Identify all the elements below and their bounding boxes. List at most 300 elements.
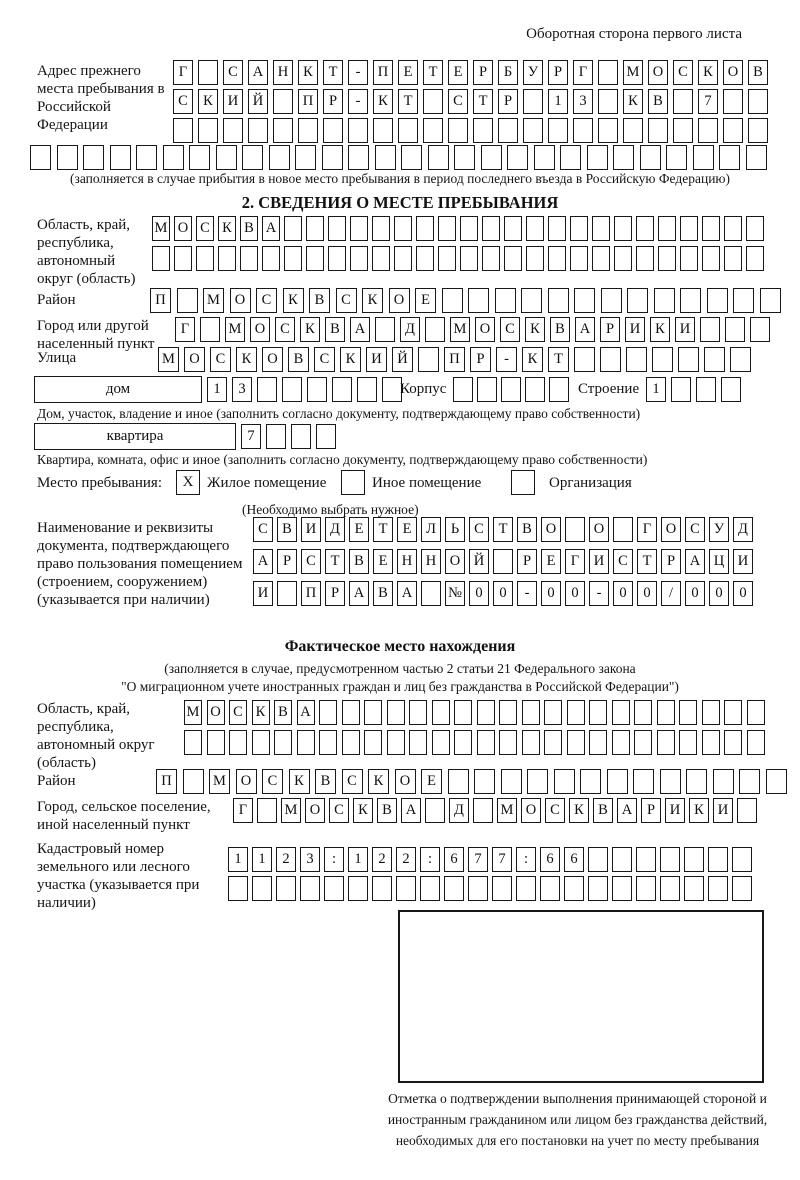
char-cell	[660, 876, 680, 901]
char-cell: К	[362, 288, 383, 313]
char-cell: С	[342, 769, 363, 794]
char-cell: О	[661, 517, 681, 542]
char-cell	[658, 246, 676, 271]
char-cell: Ц	[709, 549, 729, 574]
inoe-label: Иное помещение	[372, 475, 482, 491]
char-cell	[252, 876, 272, 901]
char-cell: С	[301, 549, 321, 574]
char-cell: К	[373, 89, 393, 114]
char-cell	[423, 118, 443, 143]
char-cell	[474, 769, 495, 794]
char-cell: Г	[573, 60, 593, 85]
char-cell	[421, 581, 441, 606]
char-cell	[364, 700, 382, 725]
char-cell: Т	[493, 517, 513, 542]
char-cell: А	[575, 317, 595, 342]
char-cell	[501, 769, 522, 794]
char-cell: 1	[646, 377, 666, 402]
char-cell: В	[373, 581, 393, 606]
doc-row-3	[253, 581, 753, 606]
char-cell	[372, 216, 390, 241]
char-cell	[401, 145, 422, 170]
char-cell: В	[325, 317, 345, 342]
char-cell	[398, 118, 418, 143]
char-cell: С	[210, 347, 231, 372]
checkbox-organizatsiya	[511, 470, 535, 495]
char-cell	[284, 246, 302, 271]
char-cell: И	[253, 581, 273, 606]
oblast-row-1	[152, 216, 764, 241]
char-cell	[409, 700, 427, 725]
char-cell: И	[675, 317, 695, 342]
char-cell	[704, 347, 725, 372]
char-cell: 6	[540, 847, 560, 872]
char-cell	[747, 700, 765, 725]
char-cell: В	[748, 60, 768, 85]
char-cell	[252, 730, 270, 755]
char-cell	[613, 517, 633, 542]
char-cell: М	[225, 317, 245, 342]
char-cell: А	[248, 60, 268, 85]
char-cell	[372, 246, 390, 271]
char-cell	[482, 216, 500, 241]
char-cell: С	[685, 517, 705, 542]
char-cell: 0	[541, 581, 561, 606]
prev-address-note: (заполняется в случае прибытия в новое место пребывания в период последнего въезда в Российскую Федерацию)	[69, 171, 731, 186]
char-cell	[612, 700, 630, 725]
prev-address-label: Адрес прежнего места пребывания в Российской Федерации	[37, 63, 165, 133]
char-cell	[348, 118, 368, 143]
char-cell: А	[397, 581, 417, 606]
char-cell	[680, 246, 698, 271]
char-cell: Б	[498, 60, 518, 85]
char-cell	[498, 118, 518, 143]
kadastr-row-2	[228, 876, 752, 901]
char-cell	[702, 246, 720, 271]
char-cell	[499, 700, 517, 725]
char-cell	[442, 288, 463, 313]
char-cell: М	[209, 769, 230, 794]
char-cell: Р	[517, 549, 537, 574]
char-cell	[748, 89, 768, 114]
char-cell	[719, 145, 740, 170]
char-cell: :	[516, 847, 536, 872]
char-cell: Г	[173, 60, 193, 85]
char-cell	[521, 288, 542, 313]
char-cell: И	[301, 517, 321, 542]
char-cell	[274, 730, 292, 755]
char-cell	[614, 246, 632, 271]
char-cell	[680, 216, 698, 241]
char-cell: П	[444, 347, 465, 372]
char-cell	[428, 145, 449, 170]
char-cell: П	[373, 60, 393, 85]
char-cell: В	[593, 798, 613, 823]
char-cell: 1	[548, 89, 568, 114]
char-cell: С	[262, 769, 283, 794]
char-cell: А	[350, 317, 370, 342]
char-cell: Е	[421, 769, 442, 794]
char-cell: И	[223, 89, 243, 114]
char-cell	[660, 847, 680, 872]
char-cell	[587, 145, 608, 170]
char-cell	[588, 847, 608, 872]
char-cell	[198, 118, 218, 143]
char-cell: С	[448, 89, 468, 114]
char-cell	[482, 246, 500, 271]
char-cell	[527, 769, 548, 794]
char-cell	[425, 317, 445, 342]
char-cell	[600, 347, 621, 372]
char-cell	[394, 216, 412, 241]
char-cell	[702, 216, 720, 241]
char-cell	[396, 876, 416, 901]
raion-label: Район	[37, 292, 76, 308]
kvartira-box: квартира	[34, 423, 236, 450]
char-cell	[218, 246, 236, 271]
char-cell: К	[340, 347, 361, 372]
char-cell: О	[541, 517, 561, 542]
char-cell	[589, 730, 607, 755]
char-cell	[163, 145, 184, 170]
char-cell	[306, 246, 324, 271]
char-cell	[580, 769, 601, 794]
char-cell: Г	[175, 317, 195, 342]
char-cell	[724, 730, 742, 755]
char-cell: С	[469, 517, 489, 542]
fact-oblast-label: Область, край, республика, автономный округ (область)	[37, 701, 155, 771]
char-cell: Е	[397, 517, 417, 542]
char-cell: О	[389, 288, 410, 313]
char-cell	[739, 769, 760, 794]
char-cell	[477, 700, 495, 725]
char-cell	[696, 377, 716, 402]
char-cell: Л	[421, 517, 441, 542]
char-cell	[284, 216, 302, 241]
char-cell: 2	[276, 847, 296, 872]
char-cell: У	[709, 517, 729, 542]
char-cell: Н	[397, 549, 417, 574]
zhiloe-label: Жилое помещение	[207, 475, 327, 491]
char-cell	[177, 288, 198, 313]
char-cell	[724, 700, 742, 725]
stroenie-row	[646, 377, 741, 402]
char-cell	[382, 377, 402, 402]
char-cell: С	[229, 700, 247, 725]
char-cell	[291, 424, 311, 449]
char-cell: :	[420, 847, 440, 872]
char-cell: Р	[548, 60, 568, 85]
char-cell	[730, 347, 751, 372]
char-cell: Е	[398, 60, 418, 85]
char-cell	[495, 288, 516, 313]
char-cell: Т	[423, 60, 443, 85]
char-cell	[229, 730, 247, 755]
char-cell	[453, 377, 473, 402]
char-cell	[673, 118, 693, 143]
char-cell: 6	[564, 847, 584, 872]
char-cell	[357, 377, 377, 402]
char-cell	[700, 317, 720, 342]
fact-note-1: (заполняется в случае, предусмотренном частью 2 статьи 21 Федерального закона	[164, 661, 636, 676]
raion-row	[150, 288, 781, 313]
char-cell	[680, 288, 701, 313]
char-cell	[277, 581, 297, 606]
ulitsa-row	[158, 347, 751, 372]
char-cell	[724, 216, 742, 241]
char-cell: В	[274, 700, 292, 725]
char-cell	[83, 145, 104, 170]
char-cell: К	[689, 798, 709, 823]
section2-title: 2. СВЕДЕНИЯ О МЕСТЕ ПРЕБЫВАНИЯ	[241, 193, 559, 212]
char-cell	[686, 769, 707, 794]
char-cell	[432, 700, 450, 725]
char-cell: К	[298, 60, 318, 85]
fact-oblast-row-2	[184, 730, 765, 755]
char-cell	[598, 118, 618, 143]
char-cell	[507, 145, 528, 170]
char-cell	[702, 700, 720, 725]
char-cell: О	[648, 60, 668, 85]
char-cell: -	[517, 581, 537, 606]
char-cell: 0	[637, 581, 657, 606]
char-cell: Р	[325, 581, 345, 606]
char-cell: В	[377, 798, 397, 823]
char-cell: О	[174, 216, 192, 241]
char-cell	[702, 730, 720, 755]
korpus-label: Корпус	[400, 381, 447, 397]
char-cell: Ь	[445, 517, 465, 542]
fact-gorod-label: Город, сельское поселение, иной населенный пункт	[37, 799, 211, 833]
char-cell: Т	[473, 89, 493, 114]
char-cell: М	[281, 798, 301, 823]
char-cell	[684, 847, 704, 872]
char-cell	[589, 700, 607, 725]
char-cell: :	[324, 847, 344, 872]
char-cell	[737, 798, 757, 823]
char-cell: 1	[348, 847, 368, 872]
char-cell	[282, 377, 302, 402]
char-cell	[266, 424, 286, 449]
char-cell	[534, 145, 555, 170]
char-cell: О	[723, 60, 743, 85]
char-cell: Р	[470, 347, 491, 372]
char-cell	[567, 700, 585, 725]
char-cell	[468, 288, 489, 313]
char-cell: Р	[661, 549, 681, 574]
char-cell	[725, 317, 745, 342]
char-cell: К	[368, 769, 389, 794]
char-cell	[207, 730, 225, 755]
char-cell	[746, 246, 764, 271]
char-cell	[560, 145, 581, 170]
char-cell: 6	[444, 847, 464, 872]
char-cell: /	[661, 581, 681, 606]
char-cell	[564, 876, 584, 901]
char-cell	[522, 730, 540, 755]
char-cell	[110, 145, 131, 170]
char-cell	[526, 246, 544, 271]
gorod-label: Город или другой населенный пункт	[37, 318, 155, 352]
char-cell: С	[223, 60, 243, 85]
char-cell	[173, 118, 193, 143]
char-cell	[454, 730, 472, 755]
char-cell: Т	[323, 60, 343, 85]
char-cell	[723, 89, 743, 114]
char-cell: П	[156, 769, 177, 794]
char-cell	[257, 377, 277, 402]
char-cell	[372, 876, 392, 901]
char-cell	[612, 847, 632, 872]
char-cell: 0	[709, 581, 729, 606]
char-cell	[425, 798, 445, 823]
char-cell: О	[395, 769, 416, 794]
char-cell	[733, 288, 754, 313]
char-cell	[295, 145, 316, 170]
char-cell	[493, 549, 513, 574]
char-cell: А	[685, 549, 705, 574]
char-cell: 0	[613, 581, 633, 606]
char-cell: Г	[233, 798, 253, 823]
char-cell: Е	[373, 549, 393, 574]
char-cell	[567, 730, 585, 755]
char-cell: В	[648, 89, 668, 114]
char-cell: А	[617, 798, 637, 823]
char-cell	[438, 246, 456, 271]
char-cell: Р	[600, 317, 620, 342]
char-cell: У	[523, 60, 543, 85]
char-cell	[276, 876, 296, 901]
char-cell	[598, 89, 618, 114]
char-cell	[671, 377, 691, 402]
char-cell: Н	[273, 60, 293, 85]
char-cell: И	[625, 317, 645, 342]
place-type-label: Место пребывания:	[37, 475, 162, 491]
char-cell	[526, 216, 544, 241]
korpus-row	[453, 377, 569, 402]
char-cell	[707, 288, 728, 313]
char-cell	[473, 798, 493, 823]
char-cell: О	[262, 347, 283, 372]
char-cell: С	[673, 60, 693, 85]
char-cell: 0	[469, 581, 489, 606]
fact-gorod-row	[233, 798, 757, 823]
char-cell	[416, 216, 434, 241]
char-cell: В	[240, 216, 258, 241]
char-cell: С	[196, 216, 214, 241]
char-cell: Т	[637, 549, 657, 574]
char-cell	[732, 847, 752, 872]
char-cell: К	[623, 89, 643, 114]
char-cell: К	[218, 216, 236, 241]
char-cell	[522, 700, 540, 725]
char-cell	[713, 769, 734, 794]
char-cell	[613, 145, 634, 170]
char-cell: С	[314, 347, 335, 372]
char-cell	[623, 118, 643, 143]
char-cell	[448, 769, 469, 794]
prev-address-row-4	[30, 145, 767, 170]
char-cell	[364, 730, 382, 755]
char-cell	[544, 730, 562, 755]
char-cell	[636, 246, 654, 271]
char-cell	[223, 118, 243, 143]
char-cell	[601, 288, 622, 313]
char-cell: В	[309, 288, 330, 313]
dom-box: дом	[34, 376, 202, 403]
char-cell: Е	[415, 288, 436, 313]
char-cell: Н	[421, 549, 441, 574]
char-cell: В	[315, 769, 336, 794]
char-cell: №	[445, 581, 465, 606]
char-cell: Е	[448, 60, 468, 85]
char-cell: 7	[468, 847, 488, 872]
char-cell	[634, 700, 652, 725]
char-cell: 0	[493, 581, 513, 606]
char-cell	[348, 876, 368, 901]
char-cell	[499, 730, 517, 755]
char-cell: К	[283, 288, 304, 313]
char-cell: К	[569, 798, 589, 823]
char-cell: А	[297, 700, 315, 725]
char-cell	[196, 246, 214, 271]
char-cell	[332, 377, 352, 402]
char-cell: 3	[573, 89, 593, 114]
char-cell	[448, 118, 468, 143]
char-cell: М	[623, 60, 643, 85]
char-cell	[387, 700, 405, 725]
char-cell	[297, 730, 315, 755]
char-cell	[418, 347, 439, 372]
kvartira-note: Квартира, комната, офис и иное (заполнить согласно документу, подтверждающему право собственности)	[37, 452, 648, 467]
char-cell	[57, 145, 78, 170]
char-cell	[200, 317, 220, 342]
char-cell: С	[275, 317, 295, 342]
char-cell: И	[713, 798, 733, 823]
stamp-note: Отметка о подтверждении выполнения принимающей стороной и иностранным гражданином или лицом без гражданства действий, необходимых для его постановки на учет по месту пребывания	[387, 1091, 768, 1148]
char-cell	[242, 145, 263, 170]
char-cell: М	[203, 288, 224, 313]
char-cell	[342, 730, 360, 755]
char-cell	[136, 145, 157, 170]
char-cell	[746, 145, 767, 170]
char-cell: Т	[548, 347, 569, 372]
dom-note: Дом, участок, владение и иное (заполнить согласно документу, подтверждающему право собственности)	[37, 406, 641, 421]
char-cell	[636, 216, 654, 241]
char-cell	[693, 145, 714, 170]
char-cell: Р	[473, 60, 493, 85]
char-cell	[387, 730, 405, 755]
char-cell	[750, 317, 770, 342]
char-cell: С	[613, 549, 633, 574]
char-cell: -	[348, 60, 368, 85]
char-cell: А	[349, 581, 369, 606]
char-cell	[633, 769, 654, 794]
char-cell	[409, 730, 427, 755]
char-cell	[348, 145, 369, 170]
char-cell: М	[497, 798, 517, 823]
fact-raion-label: Район	[37, 773, 76, 789]
char-cell	[678, 347, 699, 372]
char-cell	[316, 424, 336, 449]
char-cell	[198, 60, 218, 85]
char-cell	[394, 246, 412, 271]
char-cell	[626, 347, 647, 372]
char-cell: Т	[325, 549, 345, 574]
char-cell: -	[348, 89, 368, 114]
char-cell: Р	[277, 549, 297, 574]
char-cell	[748, 118, 768, 143]
